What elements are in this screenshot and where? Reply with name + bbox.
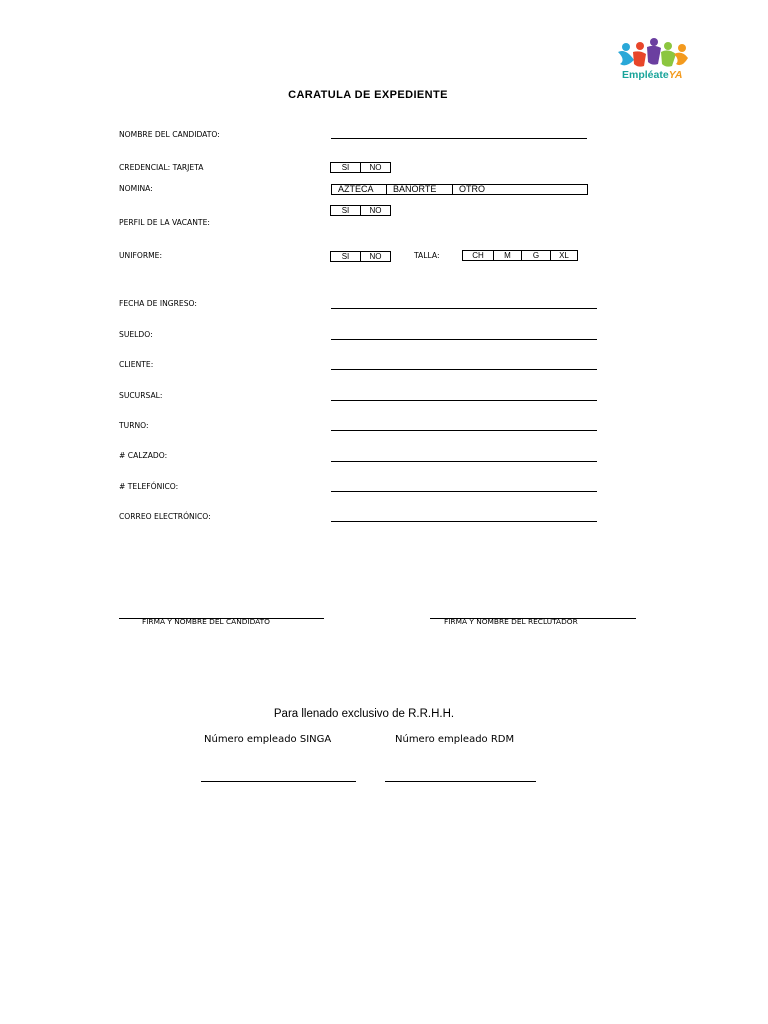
- cliente-label: CLIENTE:: [119, 360, 154, 369]
- uniforme-si-box[interactable]: SI: [331, 252, 361, 261]
- turno-field-line[interactable]: [331, 430, 597, 431]
- talla-xl-box[interactable]: XL: [559, 251, 569, 260]
- sueldo-field-line[interactable]: [331, 339, 597, 340]
- nomina-azteca-box[interactable]: AZTECA: [332, 185, 387, 194]
- firma-reclutador-label: FIRMA Y NOMBRE DEL RECLUTADOR: [444, 617, 578, 626]
- singa-field-line[interactable]: [201, 781, 356, 782]
- empleateya-logo: [616, 38, 690, 86]
- nombre-label: NOMBRE DEL CANDIDATO:: [119, 130, 220, 139]
- talla-label: TALLA:: [414, 251, 440, 260]
- rdm-field-line[interactable]: [385, 781, 536, 782]
- sucursal-field-line[interactable]: [331, 400, 597, 401]
- logo-wordmark: [622, 69, 683, 81]
- fecha-field-line[interactable]: [331, 308, 597, 309]
- credencial-options: [330, 162, 391, 173]
- perfil-label: PERFIL DE LA VACANTE:: [119, 218, 210, 227]
- nombre-field-line[interactable]: [331, 138, 587, 139]
- firma-candidato-label: FIRMA Y NOMBRE DEL CANDIDATO: [142, 617, 270, 626]
- calzado-label: # CALZADO:: [119, 451, 168, 460]
- nomina-options: [331, 184, 588, 195]
- telefono-label: # TELEFÓNICO:: [119, 482, 179, 491]
- correo-label: CORREO ELECTRÓNICO:: [119, 512, 211, 521]
- perfil-options: [330, 205, 391, 216]
- logo-text-main: Empléate: [622, 69, 669, 81]
- uniforme-label: UNIFORME:: [119, 251, 163, 260]
- correo-field-line[interactable]: [331, 521, 597, 522]
- turno-label: TURNO:: [119, 421, 149, 430]
- talla-ch-box[interactable]: CH: [463, 251, 494, 260]
- nomina-banorte-box[interactable]: BANORTE: [387, 185, 453, 194]
- rrhh-title: Para llenado exclusivo de R.R.H.H.: [273, 708, 455, 720]
- uniforme-options: [330, 251, 391, 262]
- nomina-otro-box[interactable]: OTRO: [459, 184, 485, 194]
- credencial-label: CREDENCIAL: TARJETA: [119, 163, 204, 172]
- talla-g-box[interactable]: G: [522, 251, 551, 260]
- credencial-si-box[interactable]: SI: [331, 163, 361, 172]
- talla-m-box[interactable]: M: [494, 251, 522, 260]
- fecha-label: FECHA DE INGRESO:: [119, 299, 197, 308]
- singa-label: Número empleado SINGA: [204, 734, 332, 745]
- talla-options: [462, 250, 578, 261]
- perfil-no-box[interactable]: NO: [369, 206, 382, 215]
- telefono-field-line[interactable]: [331, 491, 597, 492]
- calzado-field-line[interactable]: [331, 461, 597, 462]
- page-title: CARATULA DE EXPEDIENTE: [288, 89, 448, 101]
- rdm-label: Número empleado RDM: [395, 734, 515, 745]
- uniforme-no-box[interactable]: NO: [369, 252, 382, 261]
- logo-text-accent: YA: [668, 69, 683, 81]
- perfil-si-box[interactable]: SI: [331, 206, 361, 215]
- sueldo-label: SUELDO:: [119, 330, 153, 339]
- credencial-no-box[interactable]: NO: [369, 163, 382, 172]
- nomina-label: NOMINA:: [119, 184, 153, 193]
- cliente-field-line[interactable]: [331, 369, 597, 370]
- sucursal-label: SUCURSAL:: [119, 391, 163, 400]
